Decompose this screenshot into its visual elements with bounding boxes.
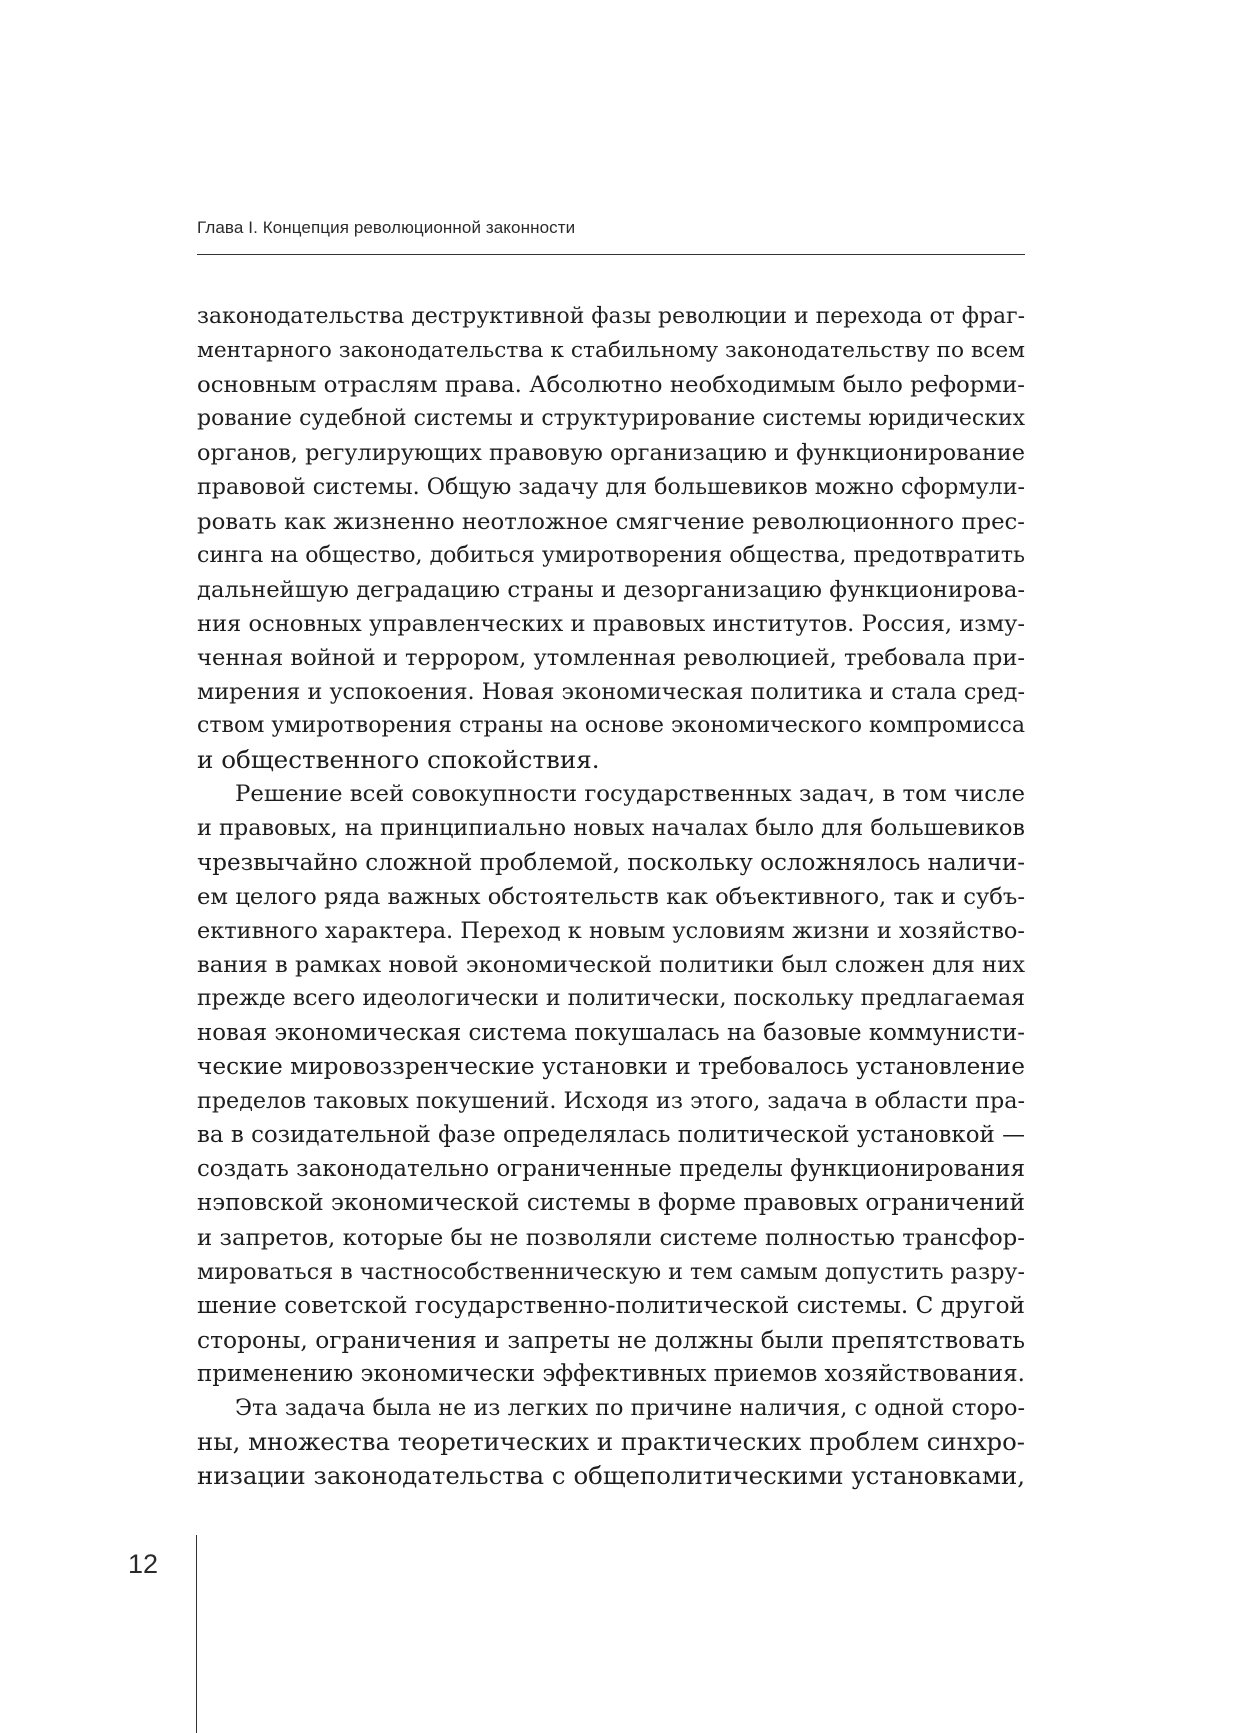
text-line: ческие мировоззренческие установки и требовалось установление — [197, 1053, 1025, 1081]
paragraph-3 — [197, 1391, 1025, 1493]
text-line: нэповской экономической системы в форме правовых ограничений — [197, 1190, 1025, 1217]
text-line: ективного характера. Переход к новым условиям жизни и хозяйство- — [197, 917, 1025, 944]
text-line: пределов таковых покушений. Исходя из этого, задача в области пра- — [197, 1088, 1025, 1115]
text-line: низации законодательства с общеполитическими установками, — [197, 1461, 1025, 1491]
text-line: создать законодательно ограниченные пределы функционирования — [197, 1156, 1025, 1183]
text-line: рование судебной системы и структурирование системы юридических — [197, 406, 1025, 432]
text-line: мироваться в частнособственническую и тем самым допустить разру- — [197, 1258, 1025, 1285]
text-line: ством умиротворения страны на основе экономического компромисса — [197, 713, 1025, 739]
text-line: ны, множества теоретических и практических проблем синхро- — [197, 1427, 1025, 1457]
text-line: применению экономически эффективных приемов хозяйствования. — [197, 1360, 1025, 1387]
running-head: Глава I. Концепция революционной законности — [197, 218, 576, 237]
text-line: дальнейшую деградацию страны и дезорганизацию функционирова- — [197, 576, 1025, 603]
text-line: Решение всей совокупности государственных задач, в том числе — [235, 781, 1025, 808]
page-number: 12 — [128, 1549, 159, 1579]
body-text — [197, 300, 1025, 1493]
text-line: мирения и успокоения. Новая экономическая политика и стала сред- — [197, 679, 1025, 706]
text-line: вания в рамках новой экономической политики был сложен для них — [197, 951, 1025, 978]
text-line: ния основных управленческих и правовых институтов. Россия, изму- — [197, 610, 1025, 637]
text-line: ва в созидательной фазе определялась политической установкой — — [197, 1122, 1025, 1149]
paragraph-1 — [197, 300, 1025, 777]
text-line: и общественного спокойствия. — [197, 745, 600, 775]
paragraph-2 — [197, 777, 1025, 1391]
text-line: и запретов, которые бы не позволяли системе полностью трансфор- — [197, 1224, 1025, 1251]
text-line: синга на общество, добиться умиротворения общества, предотвратить — [197, 542, 1025, 568]
margin-rule — [196, 1535, 197, 1733]
text-line: ментарного законодательства к стабильному законодательству по всем — [197, 338, 1025, 364]
text-line: шение советской государственно-политической системы. С другой — [197, 1292, 1025, 1319]
text-line: правовой системы. Общую задачу для большевиков можно сформули- — [197, 474, 1025, 501]
text-line: новая экономическая система покушалась на базовые коммунисти- — [197, 1019, 1025, 1046]
text-line: ченная войной и террором, утомленная революцией, требовала при- — [197, 644, 1026, 671]
text-line: законодательства деструктивной фазы революции и перехода от фраг- — [197, 304, 1025, 329]
text-line: прежде всего идеологически и политически, поскольку предлагаемая — [197, 985, 1025, 1011]
text-line: и правовых, на принципиально новых началах было для большевиков — [197, 815, 1025, 842]
text-line: Эта задача была не из легких по причине наличия, с одной сторо- — [235, 1395, 1025, 1421]
text-line: стороны, ограничения и запреты не должны были препятствовать — [197, 1325, 1025, 1354]
header-rule — [197, 254, 1025, 255]
text-line: чрезвычайно сложной проблемой, поскольку осложнялось наличи- — [197, 849, 1025, 876]
text-line: основным отраслям права. Абсолютно необходимым было реформи- — [197, 372, 1025, 399]
text-line: ровать как жизненно неотложное смягчение революционного прес- — [197, 508, 1025, 535]
text-line: ем целого ряда важных обстоятельств как объективного, так и субъ- — [197, 883, 1025, 910]
text-line: органов, регулирующих правовую организацию и функционирование — [197, 440, 1025, 467]
